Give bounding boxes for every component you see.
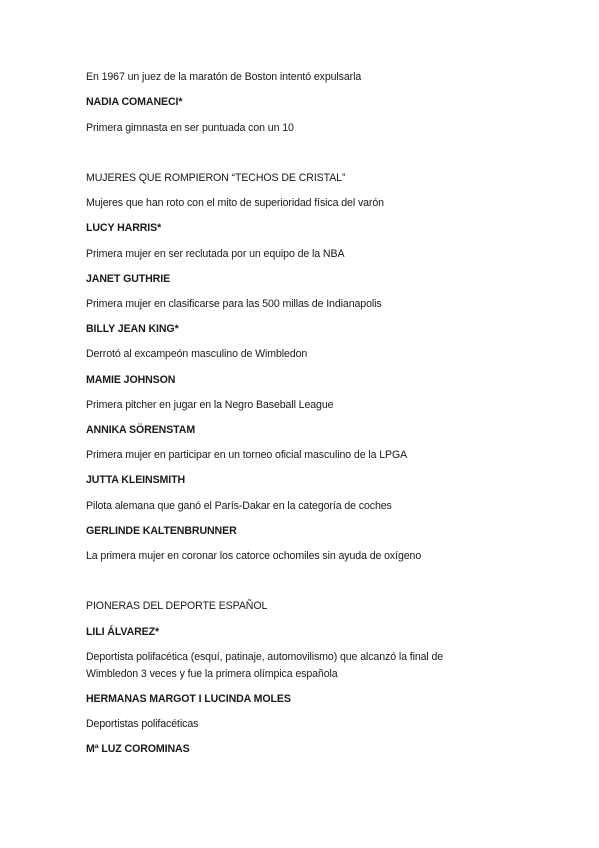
name-heading-annika-sorenstam: ANNIKA SÖRENSTAM xyxy=(86,424,196,436)
name-heading-jutta-kleinsmith: JUTTA KLEINSMITH xyxy=(86,474,186,486)
body-text-alvarez-line-2: Wimbledon 3 veces y fue la primera olímpica española xyxy=(86,668,338,680)
name-heading-billy-jean-king: BILLY JEAN KING* xyxy=(86,323,179,335)
body-text-boston: En 1967 un juez de la maratón de Boston intentó expulsarla xyxy=(86,71,362,83)
body-text-kaltenbrunner: La primera mujer en coronar los catorce ochomiles sin ayuda de oxígeno xyxy=(86,550,422,562)
body-text-alvarez-line-1: Deportista polifacética (esquí, patinaje, automovilismo) que alcanzó la final de xyxy=(86,651,444,663)
section-heading-techos-de-cristal: MUJERES QUE ROMPIERON “TECHOS DE CRISTAL” xyxy=(86,172,346,184)
name-heading-mamie-johnson: MAMIE JOHNSON xyxy=(86,374,176,386)
body-text-king: Derrotó al excampeón masculino de Wimbledon xyxy=(86,348,308,360)
section-intro-text: Mujeres que han roto con el mito de superioridad física del varón xyxy=(86,197,384,209)
name-heading-nadia-comaneci: NADIA COMANECI* xyxy=(86,96,183,108)
name-heading-luz-corominas: Mª LUZ COROMINAS xyxy=(86,743,190,755)
name-heading-lili-alvarez: LILI ÁLVAREZ* xyxy=(86,626,160,638)
body-text-harris: Primera mujer en ser reclutada por un equipo de la NBA xyxy=(86,248,345,260)
body-text-moles: Deportistas polifacéticas xyxy=(86,718,199,730)
body-text-comaneci: Primera gimnasta en ser puntuada con un 10 xyxy=(86,122,294,134)
section-heading-pioneras: PIONERAS DEL DEPORTE ESPAÑOL xyxy=(86,600,268,612)
body-text-sorenstam: Primera mujer en participar en un torneo oficial masculino de la LPGA xyxy=(86,449,408,461)
name-heading-gerlinde-kaltenbrunner: GERLINDE KALTENBRUNNER xyxy=(86,525,237,537)
name-heading-lucy-harris: LUCY HARRIS* xyxy=(86,222,162,234)
body-text-johnson: Primera pitcher en jugar en la Negro Baseball League xyxy=(86,399,334,411)
body-text-guthrie: Primera mujer en clasificarse para las 500 millas de Indianapolis xyxy=(86,298,382,310)
name-heading-hermanas-moles: HERMANAS MARGOT I LUCINDA MOLES xyxy=(86,693,291,705)
name-heading-janet-guthrie: JANET GUTHRIE xyxy=(86,273,171,285)
body-text-kleinsmith: Pilota alemana que ganó el París-Dakar en la categoría de coches xyxy=(86,500,392,512)
